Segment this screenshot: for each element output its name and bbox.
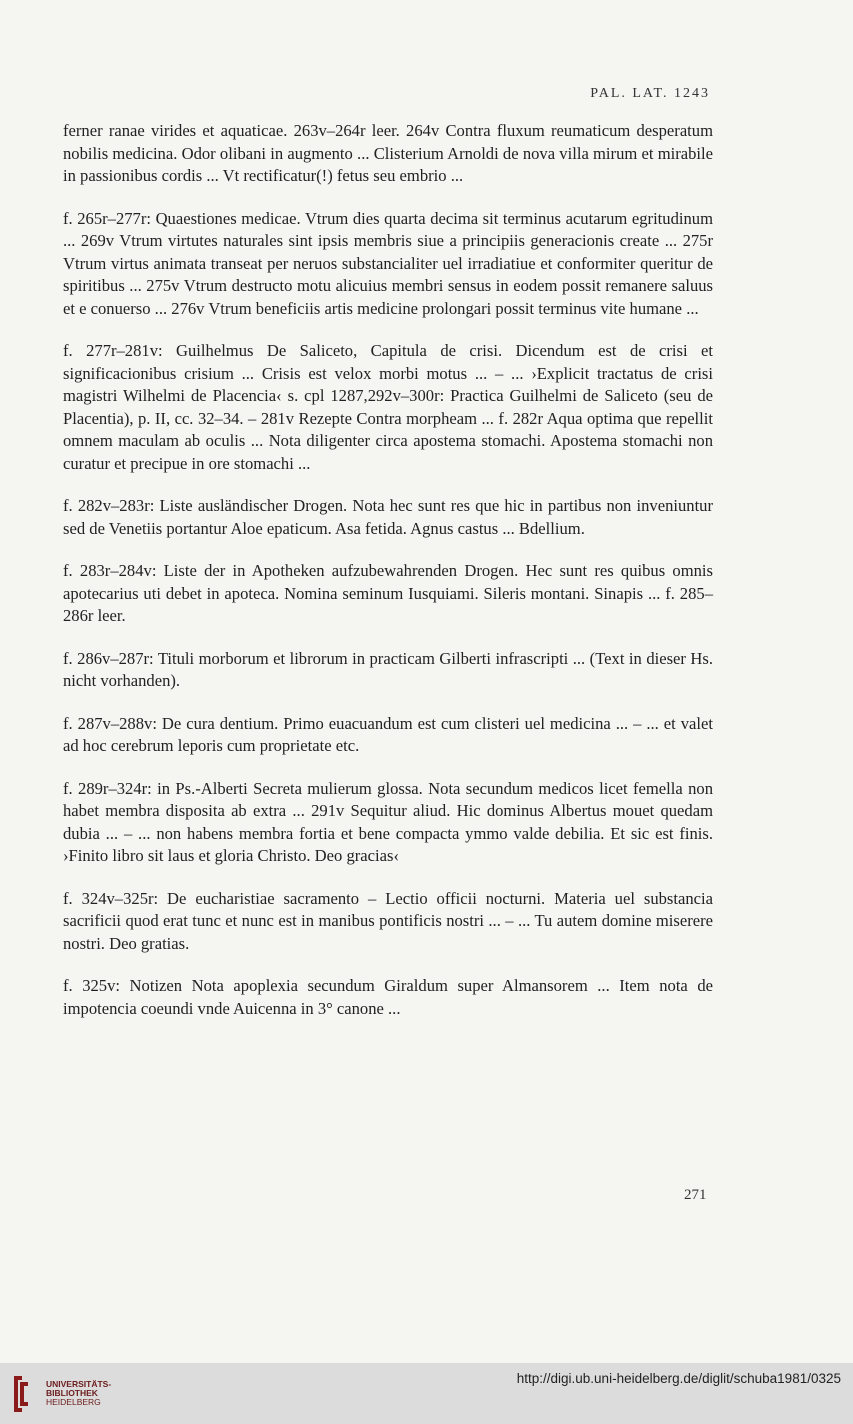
running-head: PAL. LAT. 1243 bbox=[590, 86, 710, 101]
library-line: HEIDELBERG bbox=[46, 1397, 101, 1407]
paragraph: f. 287v–288v: De cura dentium. Primo euacuandum est cum clisteri uel medicina ... – ... et valet ad hoc cerebrum leporis cum proprietate etc. bbox=[63, 713, 713, 755]
paragraph: f. 282v–283r: Liste ausländischer Drogen. Nota hec sunt res que hic in partibus non inveniuntur sed de Venetiis portantur Aloe epaticum. Asa fetida. Agnus castus ... Bdellium. bbox=[63, 496, 713, 538]
paragraph: f. 283r–284v: Liste der in Apotheken aufzubewahrenden Drogen. Hec sunt res quibus omnis apotecarius uti debet in apoteca. Nomina seminum Iusquiami. Sileris montani. Sinapis ... f. 285–286r leer. bbox=[63, 561, 713, 625]
source-url-link[interactable]: http://digi.ub.uni-heidelberg.de/diglit/schuba1981/0325 bbox=[516, 1371, 841, 1386]
footer-bar bbox=[0, 1363, 853, 1424]
paragraph: f. 289r–324r: in Ps.-Alberti Secreta mulierum glossa. Nota secundum medicos licet femella non habet membra disposita ab extra ... 291v Sequitur aliud. Hic dominus Albertus mouet quedam dubia ... – ... non habens membra fortia et bene compacta ymmo valde debilia. Et sic est finis. ›Finito libro sit laus et gloria Christo. Deo gracias‹ bbox=[63, 778, 713, 865]
paragraph: ferner ranae virides et aquaticae. 263v–264r leer. 264v Contra fluxum reumaticum desperatum nobilis medicina. Odor olibani in augmento ... Clisterium Arnoldi de nova villa mirum et mirabile in passionibus cordis ... Vt rectificatur(!) fetus seu embrio ... bbox=[63, 121, 713, 185]
library-name bbox=[46, 1380, 111, 1407]
paragraph: f. 324v–325r: De eucharistiae sacramento – Lectio officii nocturni. Materia uel substancia sacrificii quod erat tunc et nunc est in manibus pontificis nostri ... – ... Tu autem domine miserere nostri. Deo gratias. bbox=[63, 888, 713, 953]
paragraph: f. 277r–281v: Guilhelmus De Saliceto, Capitula de crisi. Dicendum est de crisi et significacionibus crisium ... Crisis est velox morbi motus ... – ... ›Explicit tractatus de crisi magistri Wilhelmi de Placencia‹ s. cpl 1287,292v–300r: Practica Guilhelmi de Saliceto (seu de Placentia), p. II, cc. 32–34. – 281v Rezepte Contra morpheam ... f. 282r Aqua optima que repellit omnem maculam ab oculis ... Nota diligenter circa apostema stomachi. Apostema stomachi non curatur et precipue in ore stomachi ... bbox=[63, 341, 713, 473]
library-logo-icon[interactable] bbox=[10, 1374, 32, 1414]
paragraph: f. 325v: Notizen Nota apoplexia secundum Giraldum super Almansorem ... Item nota de impotencia coeundi vnde Auicenna in 3° canone ... bbox=[63, 976, 713, 1018]
paragraph: f. 265r–277r: Quaestiones medicae. Vtrum dies quarta decima sit terminus acutarum egritudinum ... 269v Vtrum virtutes naturales sint ipsis membris siue a principiis generacionis create ... 275r Vtrum virtus animata transeat per neruos substancialiter uel irradiatiue et conformiter queritur de spiritibus ... 275v Vtrum destructo motu alicuius membri sensus in eodem possit remanere saluus et e conuerso ... 276v Vtrum beneficiis artis medicine prolongari possit terminus vite humane ... bbox=[63, 208, 713, 318]
page-number: 271 bbox=[684, 1187, 707, 1203]
paragraph: f. 286v–287r: Tituli morborum et librorum in practicam Gilberti infrascripti ... (Text in dieser Hs. nicht vorhanden). bbox=[63, 648, 713, 690]
library-line: BIBLIOTHEK bbox=[46, 1388, 98, 1398]
catalog-text bbox=[63, 120, 713, 1040]
library-line: UNIVERSITÄTS- bbox=[46, 1379, 112, 1389]
